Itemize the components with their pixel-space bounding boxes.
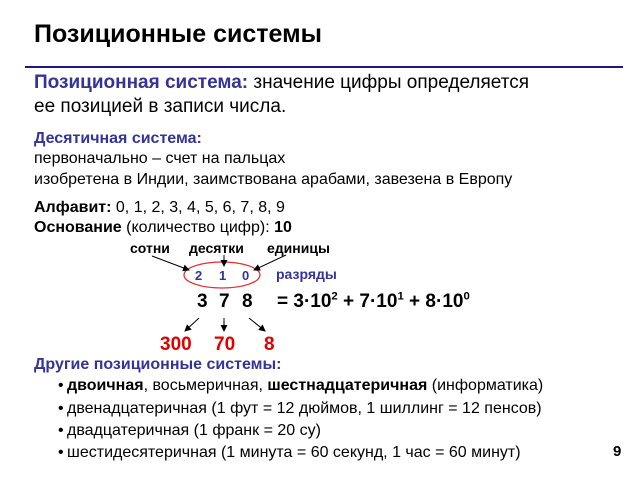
page-number: 9	[613, 443, 622, 460]
value-300: 300	[160, 334, 192, 355]
base-text: (количество цифр):	[121, 219, 275, 236]
value-70: 70	[214, 334, 236, 355]
list-item: • двенадцатеричная (1 фут = 12 дюймов, 1 шиллинг = 12 пенсов)	[58, 400, 542, 417]
position-2: 2	[195, 268, 203, 283]
arrow-8	[249, 318, 265, 331]
alphabet-label: Алфавит:	[34, 199, 112, 216]
base-value: 10	[274, 219, 292, 236]
slide-title: Позиционные системы	[34, 20, 322, 48]
digit-7: 7	[219, 291, 230, 312]
digit-8: 8	[242, 291, 253, 312]
arrow-sotni	[152, 256, 189, 270]
definition-term: Позиционная система:	[34, 72, 249, 93]
arrow-300	[185, 318, 199, 331]
list-item: • двоичная, восьмеричная, шестнадцатеричная (информатика)	[58, 377, 544, 394]
expansion: = $3\cdot 10^2 + 7\cdot 10^1 + 8\cdot 10^0$	[277, 290, 470, 312]
place-tens: десятки	[189, 240, 244, 256]
value-8: 8	[264, 334, 275, 355]
list-item: • шестидесятеричная (1 минута = 60 секунд, 1 час = 60 минут)	[58, 444, 521, 461]
other-heading: Другие позиционные системы:	[34, 356, 282, 373]
list-item: • двадцатеричная (1 франк = 20 су)	[58, 422, 321, 439]
position-1: 1	[219, 268, 227, 283]
place-hundreds: сотни	[130, 240, 170, 256]
place-units: единицы	[267, 240, 330, 256]
positions-label: разряды	[276, 266, 337, 282]
digit-3: 3	[197, 291, 208, 312]
alphabet-value: 0, 1, 2, 3, 4, 5, 6, 7, 8, 9	[111, 199, 285, 216]
decimal-line-2: изобретена в Индии, заимствована арабами, завезена в Европу	[34, 171, 513, 188]
definition-line-2: ее позицией в записи числа.	[34, 96, 287, 117]
position-0: 0	[242, 268, 250, 283]
decimal-line-1: первоначально – счет на пальцах	[34, 150, 286, 167]
base-label: Основание	[34, 219, 122, 236]
definition-text: значение цифры определяется	[248, 72, 529, 93]
decimal-heading: Десятичная система:	[34, 130, 202, 147]
